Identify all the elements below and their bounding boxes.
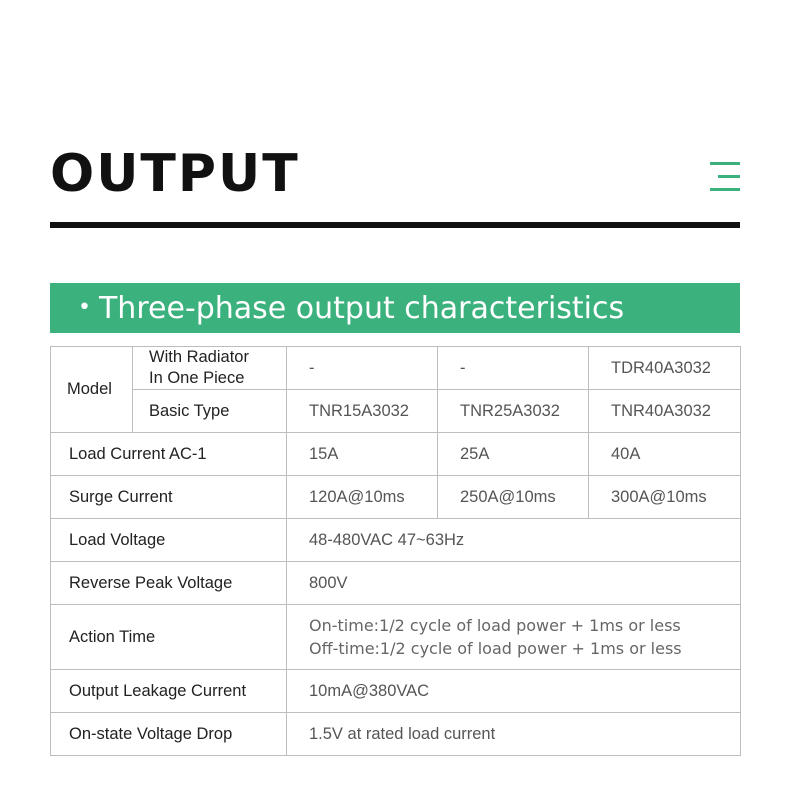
page-title: OUTPUT	[50, 144, 300, 204]
table-row	[51, 605, 741, 670]
table-cell: 25A	[438, 433, 589, 476]
table-cell: 250A@10ms	[438, 476, 589, 519]
table-cell: 15A	[287, 433, 438, 476]
with-radiator-label: With Radiator In One Piece	[133, 347, 287, 390]
table-cell: -	[287, 347, 438, 390]
table-cell: On-time:1/2 cycle of load power + 1ms or less Off-time:1/2 cycle of load power + 1ms or less	[287, 605, 741, 670]
menu-icon[interactable]	[710, 162, 740, 192]
table-cell: 1.5V at rated load current	[287, 713, 741, 756]
section-banner	[50, 283, 740, 333]
table-row	[51, 670, 741, 713]
row-label: Reverse Peak Voltage	[51, 562, 287, 605]
model-label: Model	[51, 347, 133, 433]
spec-table	[50, 346, 741, 756]
table-cell: TNR15A3032	[287, 390, 438, 433]
table-row	[51, 562, 741, 605]
table-cell: TNR25A3032	[438, 390, 589, 433]
table-cell: 40A	[589, 433, 741, 476]
row-label: Load Current AC-1	[51, 433, 287, 476]
row-label: On-state Voltage Drop	[51, 713, 287, 756]
section-title: Three-phase output characteristics	[98, 291, 625, 326]
table-row	[51, 390, 741, 433]
row-label: Surge Current	[51, 476, 287, 519]
table-cell: 48-480VAC 47~63Hz	[287, 519, 741, 562]
table-cell: 10mA@380VAC	[287, 670, 741, 713]
table-cell: TNR40A3032	[589, 390, 741, 433]
table-cell: 300A@10ms	[589, 476, 741, 519]
table-row	[51, 713, 741, 756]
title-divider	[50, 222, 740, 228]
table-row	[51, 519, 741, 562]
table-row	[51, 476, 741, 519]
table-cell: TDR40A3032	[589, 347, 741, 390]
row-label: Load Voltage	[51, 519, 287, 562]
row-label: Output Leakage Current	[51, 670, 287, 713]
bullet-icon: •	[78, 295, 91, 320]
row-label: Action Time	[51, 605, 287, 670]
table-row	[51, 347, 741, 390]
table-row	[51, 433, 741, 476]
table-cell: -	[438, 347, 589, 390]
basic-type-label: Basic Type	[133, 390, 287, 433]
table-cell: 120A@10ms	[287, 476, 438, 519]
table-cell: 800V	[287, 562, 741, 605]
